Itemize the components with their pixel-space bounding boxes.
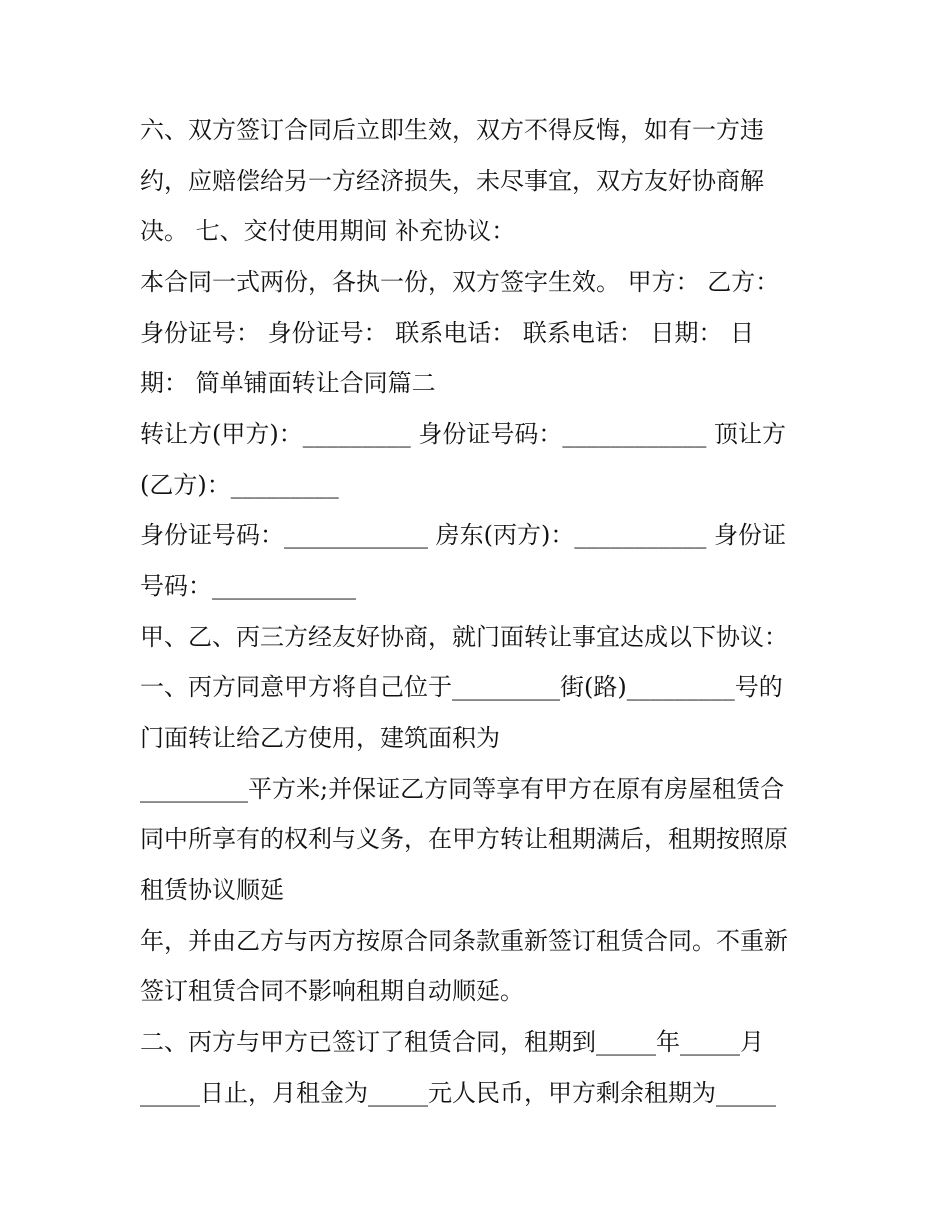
text-line: 签订租赁合同不影响租期自动顺延。 [140,977,524,1005]
text-line: 决。 七、交付使用期间 补充协议： [140,217,516,245]
text-line: _________平方米;并保证乙方同等享有甲方在原有房屋租赁合 [140,775,785,803]
text-line: 约，应赔偿给另一方经济损失，未尽事宜，双方友好协商解 [140,167,764,195]
text-line: 一、丙方同意甲方将自己位于_________街(路)_________号的 [140,673,783,701]
text-line: _____日止，月租金为_____元人民币，甲方剩余租期为_____ [140,1079,776,1107]
text-line: 身份证号： 身份证号： 联系电话： 联系电话： 日期： 日 [140,319,755,347]
text-line: 二、丙方与甲方已签订了租赁合同，租期到_____年_____月 [140,1028,764,1056]
text-line: 本合同一式两份，各执一份，双方签字生效。 甲方： 乙方： [140,268,780,296]
text-line: 门面转让给乙方使用，建筑面积为 [140,724,500,752]
text-line: 转让方(甲方)：_________ 身份证号码：____________ 顶让方 [140,420,786,448]
text-line: (乙方)：_________ [140,471,339,499]
text-line: 号码：____________ [140,572,356,600]
text-line: 年，并由乙方与丙方按原合同条款重新签订租赁合同。不重新 [140,927,788,955]
text-line: 租赁协议顺延 [140,876,284,904]
text-line: 期： 简单铺面转让合同篇二 [140,369,436,397]
text-line: 甲、乙、丙三方经友好协商，就门面转让事宜达成以下协议： [140,623,788,651]
text-line: 身份证号码：____________ 房东(丙方)：___________ 身份证 [140,521,786,549]
text-line: 同中所享有的权利与义务，在甲方转让租期满后，租期按照原 [140,825,788,853]
text-line: 六、双方签订合同后立即生效，双方不得反悔，如有一方违 [140,116,764,144]
